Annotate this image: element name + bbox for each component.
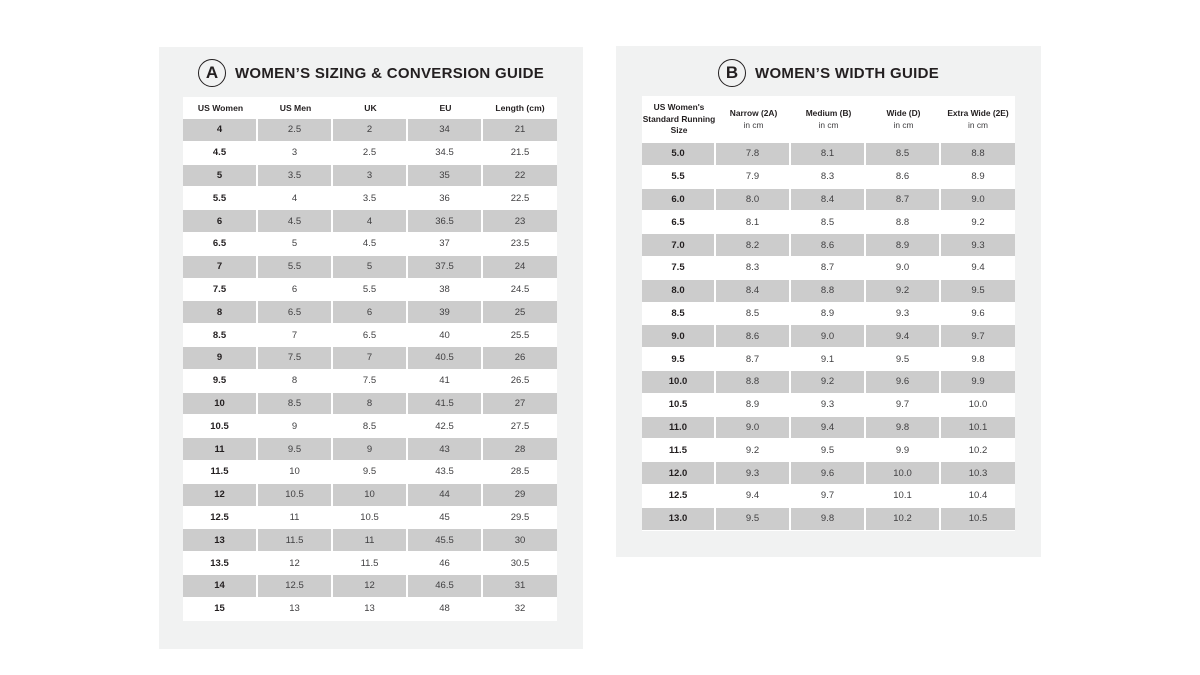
table-cell: 9.2 — [866, 280, 941, 303]
table-cell: 12 — [333, 575, 408, 598]
table-cell: 10 — [183, 393, 258, 416]
table-cell: 44 — [408, 484, 483, 507]
table-row — [183, 233, 557, 256]
table-cell: 7.5 — [183, 279, 258, 302]
table-cell: 10.5 — [642, 394, 716, 417]
table-cell: 38 — [408, 279, 483, 302]
table-cell: 9.7 — [791, 485, 866, 508]
table-cell: 7.0 — [642, 234, 716, 257]
table-cell: 12.0 — [642, 462, 716, 485]
width-guide-panel — [616, 46, 1041, 557]
table-cell: 10.5 — [941, 508, 1015, 531]
sizing-panel-header — [159, 58, 583, 88]
table-cell: 8.4 — [791, 189, 866, 212]
column-header-medium — [791, 96, 866, 143]
column-header-standard-size — [642, 96, 716, 143]
table-cell: 9.4 — [716, 485, 791, 508]
table-cell: 27 — [483, 393, 557, 416]
table-cell: 9.5 — [258, 438, 333, 461]
table-cell: 6.5 — [183, 233, 258, 256]
table-cell: 9.8 — [791, 508, 866, 531]
table-cell: 3 — [258, 142, 333, 165]
table-cell: 10.5 — [183, 415, 258, 438]
column-header-wide-unit: in cm — [893, 119, 914, 130]
table-cell: 41 — [408, 370, 483, 393]
table-cell: 9.6 — [791, 462, 866, 485]
table-cell: 5.5 — [258, 256, 333, 279]
table-cell: 12 — [183, 484, 258, 507]
table-cell: 28 — [483, 438, 557, 461]
table-row — [642, 280, 1015, 303]
table-cell: 35 — [408, 165, 483, 188]
table-row — [642, 371, 1015, 394]
column-header-wide — [866, 96, 941, 143]
table-cell: 8.0 — [642, 280, 716, 303]
table-cell: 11 — [183, 438, 258, 461]
table-cell: 9.3 — [941, 234, 1015, 257]
table-cell: 36 — [408, 187, 483, 210]
table-cell: 21 — [483, 119, 557, 142]
table-cell: 8.1 — [791, 143, 866, 166]
table-cell: 37.5 — [408, 256, 483, 279]
table-cell: 10.4 — [941, 485, 1015, 508]
table-cell: 13.0 — [642, 508, 716, 531]
table-cell: 9.2 — [941, 211, 1015, 234]
table-cell: 7 — [183, 256, 258, 279]
table-cell: 11 — [333, 529, 408, 552]
table-cell: 42.5 — [408, 415, 483, 438]
table-cell: 4 — [258, 187, 333, 210]
table-cell: 8.8 — [941, 143, 1015, 166]
table-row — [183, 370, 557, 393]
table-cell: 7 — [258, 324, 333, 347]
table-cell: 12 — [258, 552, 333, 575]
table-cell: 9 — [183, 347, 258, 370]
table-cell: 26 — [483, 347, 557, 370]
table-cell: 12.5 — [183, 507, 258, 530]
table-row — [183, 187, 557, 210]
table-cell: 15 — [183, 598, 258, 621]
column-header-extra-wide-label: Extra Wide (2E) — [947, 108, 1009, 118]
table-cell: 7.5 — [258, 347, 333, 370]
table-cell: 9.0 — [941, 189, 1015, 212]
column-header-eu: EU — [408, 97, 483, 119]
table-cell: 8.7 — [866, 189, 941, 212]
table-cell: 30 — [483, 529, 557, 552]
table-cell: 8.5 — [333, 415, 408, 438]
table-cell: 6.5 — [258, 301, 333, 324]
table-row — [183, 415, 557, 438]
table-cell: 2 — [333, 119, 408, 142]
table-cell: 9.2 — [716, 439, 791, 462]
table-row — [183, 507, 557, 530]
table-row — [183, 256, 557, 279]
width-guide-table — [642, 96, 1015, 531]
width-table-body — [642, 143, 1015, 531]
column-header-medium-label: Medium (B) — [805, 108, 852, 118]
table-cell: 5 — [333, 256, 408, 279]
column-header-standard-size-label: US Women's Standard Running Size — [642, 102, 716, 136]
table-cell: 10.0 — [866, 462, 941, 485]
table-cell: 10 — [333, 484, 408, 507]
table-cell: 36.5 — [408, 210, 483, 233]
table-cell: 7.9 — [716, 166, 791, 189]
table-cell: 25.5 — [483, 324, 557, 347]
table-cell: 28.5 — [483, 461, 557, 484]
column-header-extra-wide-unit: in cm — [967, 119, 988, 130]
table-cell: 8.9 — [941, 166, 1015, 189]
table-cell: 8 — [183, 301, 258, 324]
table-cell: 9.9 — [866, 439, 941, 462]
table-cell: 8.5 — [716, 303, 791, 326]
table-cell: 9.9 — [941, 371, 1015, 394]
table-cell: 7.5 — [642, 257, 716, 280]
table-cell: 32 — [483, 598, 557, 621]
column-header-narrow-unit: in cm — [743, 119, 764, 130]
table-row — [642, 348, 1015, 371]
table-row — [642, 325, 1015, 348]
table-row — [642, 439, 1015, 462]
table-cell: 9.5 — [866, 348, 941, 371]
table-cell: 8.1 — [716, 211, 791, 234]
column-header-narrow-label: Narrow (2A) — [729, 108, 778, 118]
table-row — [642, 234, 1015, 257]
table-cell: 9 — [333, 438, 408, 461]
table-cell: 8.5 — [642, 303, 716, 326]
table-cell: 8.9 — [791, 303, 866, 326]
table-cell: 9.5 — [791, 439, 866, 462]
table-cell: 23 — [483, 210, 557, 233]
table-cell: 5.5 — [642, 166, 716, 189]
table-cell: 9.0 — [866, 257, 941, 280]
table-row — [183, 324, 557, 347]
table-cell: 24.5 — [483, 279, 557, 302]
table-cell: 9.4 — [791, 417, 866, 440]
width-panel-header — [616, 58, 1041, 88]
table-cell: 4 — [333, 210, 408, 233]
table-cell: 2.5 — [333, 142, 408, 165]
table-cell: 43 — [408, 438, 483, 461]
table-cell: 6 — [258, 279, 333, 302]
table-cell: 9.4 — [941, 257, 1015, 280]
table-cell: 11.5 — [183, 461, 258, 484]
table-cell: 6.5 — [333, 324, 408, 347]
table-cell: 8 — [258, 370, 333, 393]
table-cell: 3 — [333, 165, 408, 188]
table-row — [183, 575, 557, 598]
table-cell: 13 — [258, 598, 333, 621]
table-row — [183, 347, 557, 370]
table-cell: 26.5 — [483, 370, 557, 393]
table-cell: 31 — [483, 575, 557, 598]
table-cell: 4 — [183, 119, 258, 142]
table-row — [183, 484, 557, 507]
table-cell: 11.5 — [642, 439, 716, 462]
table-cell: 7 — [333, 347, 408, 370]
table-cell: 8.6 — [716, 325, 791, 348]
table-cell: 25 — [483, 301, 557, 324]
table-cell: 8.9 — [716, 394, 791, 417]
table-cell: 43.5 — [408, 461, 483, 484]
table-cell: 8.3 — [716, 257, 791, 280]
table-cell: 4.5 — [183, 142, 258, 165]
table-cell: 45 — [408, 507, 483, 530]
table-cell: 9.0 — [642, 325, 716, 348]
table-cell: 9.5 — [716, 508, 791, 531]
section-a-badge: A — [198, 59, 226, 87]
table-row — [183, 279, 557, 302]
table-cell: 4.5 — [258, 210, 333, 233]
table-cell: 3.5 — [333, 187, 408, 210]
table-cell: 9.5 — [183, 370, 258, 393]
section-b-badge: B — [718, 59, 746, 87]
table-cell: 46 — [408, 552, 483, 575]
table-cell: 4.5 — [333, 233, 408, 256]
table-cell: 12.5 — [258, 575, 333, 598]
table-row — [642, 166, 1015, 189]
table-cell: 8.8 — [716, 371, 791, 394]
table-cell: 6.0 — [642, 189, 716, 212]
table-row — [642, 303, 1015, 326]
column-header-wide-label: Wide (D) — [886, 108, 921, 118]
table-cell: 7.5 — [333, 370, 408, 393]
table-row — [642, 211, 1015, 234]
sizing-conversion-panel — [159, 47, 583, 649]
table-row — [642, 417, 1015, 440]
table-cell: 5 — [183, 165, 258, 188]
table-cell: 9.2 — [791, 371, 866, 394]
table-cell: 9.5 — [941, 280, 1015, 303]
table-cell: 5 — [258, 233, 333, 256]
table-cell: 9.6 — [941, 303, 1015, 326]
table-cell: 9.4 — [866, 325, 941, 348]
table-cell: 9.5 — [642, 348, 716, 371]
table-cell: 22 — [483, 165, 557, 188]
table-row — [183, 165, 557, 188]
table-cell: 13 — [333, 598, 408, 621]
table-row — [183, 529, 557, 552]
table-cell: 37 — [408, 233, 483, 256]
table-cell: 7.8 — [716, 143, 791, 166]
table-cell: 10.2 — [941, 439, 1015, 462]
table-row — [642, 485, 1015, 508]
table-cell: 11 — [258, 507, 333, 530]
table-cell: 3.5 — [258, 165, 333, 188]
table-cell: 10 — [258, 461, 333, 484]
sizing-conversion-table — [183, 97, 557, 621]
sizing-table-body — [183, 119, 557, 621]
column-header-us-women: US Women — [183, 97, 258, 119]
table-row — [183, 598, 557, 621]
table-row — [183, 210, 557, 233]
table-cell: 2.5 — [258, 119, 333, 142]
table-cell: 8.7 — [716, 348, 791, 371]
table-cell: 13 — [183, 529, 258, 552]
table-cell: 11.0 — [642, 417, 716, 440]
table-cell: 10.1 — [866, 485, 941, 508]
table-cell: 10.5 — [333, 507, 408, 530]
table-row — [642, 143, 1015, 166]
table-cell: 34.5 — [408, 142, 483, 165]
table-cell: 10.3 — [941, 462, 1015, 485]
table-cell: 46.5 — [408, 575, 483, 598]
table-cell: 8.5 — [258, 393, 333, 416]
table-row — [642, 189, 1015, 212]
table-cell: 8.5 — [866, 143, 941, 166]
table-row — [642, 257, 1015, 280]
table-cell: 10.0 — [642, 371, 716, 394]
table-cell: 29 — [483, 484, 557, 507]
column-header-length-cm: Length (cm) — [483, 97, 557, 119]
table-cell: 9 — [258, 415, 333, 438]
table-cell: 48 — [408, 598, 483, 621]
width-panel-title: WOMEN’S WIDTH GUIDE — [754, 64, 940, 82]
table-cell: 6.5 — [642, 211, 716, 234]
table-cell: 9.1 — [791, 348, 866, 371]
sizing-panel-title: WOMEN’S SIZING & CONVERSION GUIDE — [234, 64, 545, 82]
table-cell: 34 — [408, 119, 483, 142]
table-cell: 9.6 — [866, 371, 941, 394]
table-cell: 9.8 — [866, 417, 941, 440]
column-header-narrow — [716, 96, 791, 143]
table-cell: 10.1 — [941, 417, 1015, 440]
table-cell: 8.8 — [791, 280, 866, 303]
sizing-header-row — [183, 97, 557, 119]
table-cell: 9.3 — [791, 394, 866, 417]
table-cell: 8.8 — [866, 211, 941, 234]
table-cell: 45.5 — [408, 529, 483, 552]
column-header-medium-unit: in cm — [818, 119, 839, 130]
table-cell: 8.5 — [183, 324, 258, 347]
table-cell: 11.5 — [258, 529, 333, 552]
table-cell: 40.5 — [408, 347, 483, 370]
table-cell: 8.9 — [866, 234, 941, 257]
table-cell: 9.7 — [866, 394, 941, 417]
table-cell: 10.0 — [941, 394, 1015, 417]
table-cell: 39 — [408, 301, 483, 324]
table-cell: 14 — [183, 575, 258, 598]
table-cell: 6 — [333, 301, 408, 324]
table-cell: 22.5 — [483, 187, 557, 210]
table-row — [183, 393, 557, 416]
table-cell: 8.3 — [791, 166, 866, 189]
table-cell: 5.5 — [333, 279, 408, 302]
table-cell: 8.7 — [791, 257, 866, 280]
table-cell: 9.0 — [791, 325, 866, 348]
table-row — [642, 508, 1015, 531]
table-cell: 11.5 — [333, 552, 408, 575]
table-row — [642, 462, 1015, 485]
table-row — [183, 119, 557, 142]
table-cell: 9.3 — [716, 462, 791, 485]
table-cell: 10.2 — [866, 508, 941, 531]
table-cell: 8.5 — [791, 211, 866, 234]
table-cell: 8.6 — [866, 166, 941, 189]
table-row — [183, 301, 557, 324]
table-cell: 9.3 — [866, 303, 941, 326]
table-cell: 5.0 — [642, 143, 716, 166]
table-row — [183, 438, 557, 461]
table-cell: 40 — [408, 324, 483, 347]
table-cell: 5.5 — [183, 187, 258, 210]
column-header-uk: UK — [333, 97, 408, 119]
table-cell: 8.6 — [791, 234, 866, 257]
table-cell: 21.5 — [483, 142, 557, 165]
table-row — [183, 142, 557, 165]
table-cell: 27.5 — [483, 415, 557, 438]
table-cell: 29.5 — [483, 507, 557, 530]
table-cell: 9.5 — [333, 461, 408, 484]
table-cell: 8 — [333, 393, 408, 416]
table-cell: 8.4 — [716, 280, 791, 303]
table-cell: 9.0 — [716, 417, 791, 440]
table-cell: 24 — [483, 256, 557, 279]
table-cell: 8.2 — [716, 234, 791, 257]
table-row — [642, 394, 1015, 417]
table-cell: 23.5 — [483, 233, 557, 256]
table-cell: 10.5 — [258, 484, 333, 507]
table-row — [183, 552, 557, 575]
table-cell: 41.5 — [408, 393, 483, 416]
table-cell: 6 — [183, 210, 258, 233]
table-cell: 30.5 — [483, 552, 557, 575]
table-row — [183, 461, 557, 484]
table-cell: 8.0 — [716, 189, 791, 212]
table-cell: 13.5 — [183, 552, 258, 575]
column-header-us-men: US Men — [258, 97, 333, 119]
table-cell: 9.7 — [941, 325, 1015, 348]
table-cell: 12.5 — [642, 485, 716, 508]
column-header-extra-wide — [941, 96, 1015, 143]
width-header-row — [642, 96, 1015, 143]
table-cell: 9.8 — [941, 348, 1015, 371]
